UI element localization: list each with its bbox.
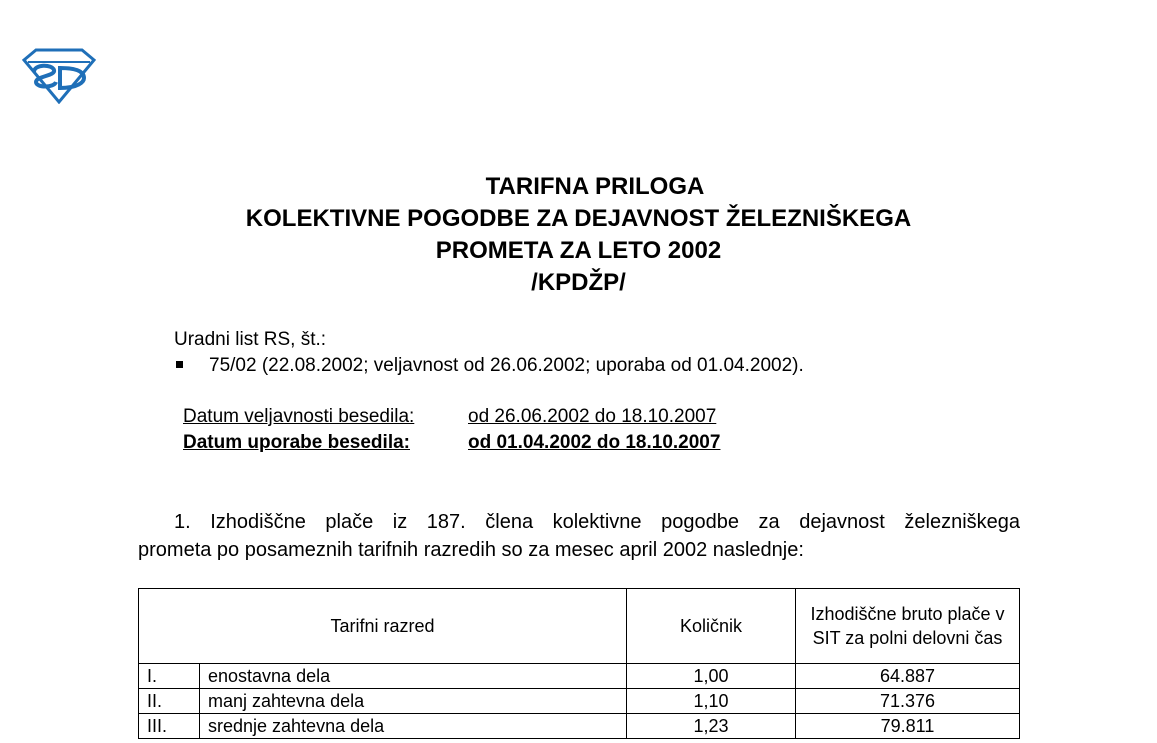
usage-value: od 01.04.2002 do 18.10.2007 [468, 432, 721, 453]
title-line-1: TARIFNA PRILOGA [485, 173, 705, 200]
gazette-entry-text: 75/02 (22.08.2002; veljavnost od 26.06.2002; uporaba od 01.04.2002). [209, 355, 804, 376]
row-name: enostavna dela [200, 664, 627, 689]
paragraph-line-2: prometa po posameznih tarifnih razredih so za mesec april 2002 naslednje: [138, 539, 804, 561]
header-tariff-class: Tarifni razred [139, 589, 627, 664]
row-name: srednje zahtevna dela [200, 714, 627, 739]
table-row [139, 714, 1020, 739]
row-pay: 64.887 [796, 664, 1020, 689]
header-quotient: Količnik [627, 589, 796, 664]
title-line-2: KOLEKTIVNE POGODBE ZA DEJAVNOST ŽELEZNIŠKEGA [245, 205, 912, 232]
bullet-square-icon [176, 361, 183, 368]
row-quotient: 1,10 [627, 689, 796, 714]
gazette-entry [174, 353, 804, 379]
intro-paragraph [138, 508, 1020, 564]
gazette-label: Uradni list RS, št.: [174, 329, 327, 350]
row-pay: 71.376 [796, 689, 1020, 714]
validity-value: od 26.06.2002 do 18.10.2007 [468, 406, 717, 427]
row-num: I. [139, 664, 200, 689]
table-row [139, 664, 1020, 689]
row-quotient: 1,00 [627, 664, 796, 689]
row-pay: 79.811 [796, 714, 1020, 739]
usage-label: Datum uporabe besedila: [183, 432, 410, 453]
paragraph-line-1: 1. Izhodiščne plače iz 187. člena kolektivne pogodbe za dejavnost železniškega [174, 511, 1020, 533]
header-pay: Izhodiščne bruto plače v SIT za polni delovni čas [796, 589, 1020, 664]
tariff-table [138, 588, 1020, 739]
title-line-3: PROMETA ZA LETO 2002 [435, 237, 722, 264]
document-title [0, 171, 1157, 299]
table-row [139, 689, 1020, 714]
row-num: III. [139, 714, 200, 739]
row-num: II. [139, 689, 200, 714]
dates-block [183, 404, 720, 456]
usage-row [183, 430, 720, 456]
row-quotient: 1,23 [627, 714, 796, 739]
sz-diamond-logo-icon [22, 46, 96, 104]
validity-label: Datum veljavnosti besedila: [183, 406, 415, 427]
title-line-4: /KPDŽP/ [531, 269, 626, 296]
table-header-row [139, 589, 1020, 664]
validity-row [183, 404, 720, 430]
row-name: manj zahtevna dela [200, 689, 627, 714]
